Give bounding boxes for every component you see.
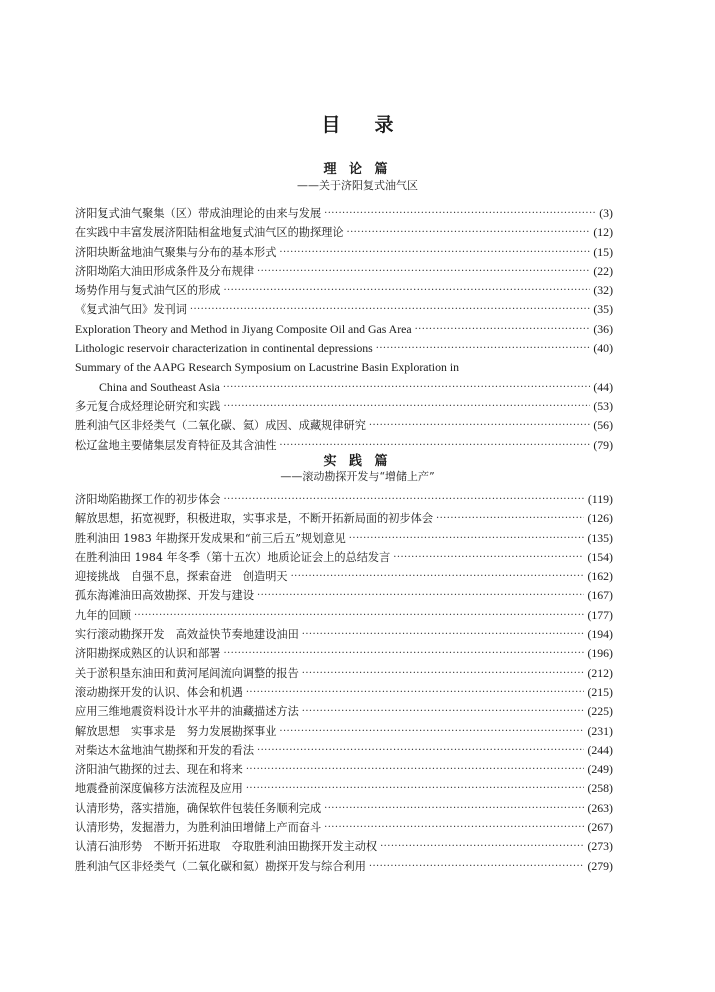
toc-entry-page: (44) bbox=[593, 379, 613, 394]
toc-entry-page: (154) bbox=[587, 549, 613, 564]
toc-entry-page: (12) bbox=[593, 225, 613, 240]
toc-entry-title: 济阳坳陷大油田形成条件及分布规律 bbox=[75, 264, 255, 278]
toc-entry[interactable] bbox=[75, 837, 613, 856]
toc-entry[interactable] bbox=[75, 644, 613, 663]
toc-entry[interactable] bbox=[75, 339, 613, 358]
toc-section-theory bbox=[75, 204, 613, 455]
dot-leader bbox=[324, 818, 584, 837]
toc-section-practice bbox=[75, 490, 613, 876]
dot-leader bbox=[347, 223, 591, 242]
toc-entry-title: 孤东海滩油田高效勘探、开发与建设 bbox=[75, 589, 255, 603]
dot-leader bbox=[349, 529, 585, 548]
toc-entry-page: (126) bbox=[587, 511, 613, 526]
toc-entry-page: (267) bbox=[587, 820, 613, 835]
dot-leader bbox=[302, 625, 585, 644]
dot-leader bbox=[246, 779, 585, 798]
toc-entry[interactable] bbox=[75, 722, 613, 741]
toc-entry-page: (119) bbox=[587, 492, 613, 506]
dot-leader bbox=[190, 300, 590, 319]
dot-leader bbox=[223, 378, 590, 397]
dot-leader bbox=[257, 262, 590, 281]
toc-entry-title: Exploration Theory and Method in Jiyang Composite Oil and Gas Area bbox=[75, 321, 412, 336]
toc-entry-page: (225) bbox=[587, 704, 613, 719]
toc-entry-title: 解放思想 实事求是 努力发展勘探事业 bbox=[75, 724, 277, 738]
toc-entry-page: (194) bbox=[587, 627, 613, 642]
toc-entry[interactable] bbox=[75, 683, 613, 702]
toc-entry-page: (279) bbox=[587, 858, 613, 873]
dot-leader bbox=[324, 204, 596, 223]
toc-entry-title: 实行滚动勘探开发 高效益快节奏地建设油田 bbox=[75, 628, 299, 642]
dot-leader bbox=[393, 548, 584, 567]
toc-entry-page: (212) bbox=[587, 665, 613, 680]
page-title: 目录 bbox=[321, 114, 428, 136]
toc-entry-page: (244) bbox=[587, 742, 613, 757]
dot-leader bbox=[279, 722, 584, 741]
dot-leader bbox=[279, 243, 590, 262]
toc-entry-page: (263) bbox=[587, 800, 613, 815]
toc-entry[interactable] bbox=[75, 857, 613, 876]
toc-entry-title: 认清形势，发掘潜力，为胜利油田增储上产而奋斗 bbox=[75, 821, 322, 835]
toc-entry-title: 胜利油气区非烃类气（二氧化碳和氦）勘探开发与综合利用 bbox=[75, 859, 366, 873]
toc-entry-title-continued: China and Southeast Asia bbox=[99, 379, 220, 394]
toc-entry-page: (258) bbox=[587, 781, 613, 796]
toc-entry-page: (56) bbox=[593, 418, 613, 433]
toc-entry-page: (249) bbox=[587, 762, 613, 777]
dot-leader bbox=[369, 416, 590, 435]
toc-entry-title: 胜利油田 1983 年勘探开发成果和“前三后五”规划意见 bbox=[75, 531, 346, 545]
dot-leader bbox=[257, 586, 584, 605]
toc-entry[interactable] bbox=[75, 204, 613, 223]
toc-entry-title: 在实践中丰富发展济阳陆相盆地复式油气区的勘探理论 bbox=[75, 226, 344, 240]
toc-entry-page: (36) bbox=[593, 321, 613, 336]
toc-entry[interactable] bbox=[75, 358, 613, 377]
part-title-practice: 实 践 篇 bbox=[323, 454, 392, 469]
toc-entry[interactable] bbox=[75, 779, 613, 798]
toc-entry-title: 九年的回顾 bbox=[75, 608, 131, 622]
toc-entry[interactable] bbox=[75, 262, 613, 281]
toc-entry-title: 《复式油气田》发刊词 bbox=[75, 303, 187, 317]
toc-entry[interactable] bbox=[75, 529, 613, 548]
toc-entry-title: 对柴达木盆地油气勘探和开发的看法 bbox=[75, 743, 255, 757]
toc-entry-title: 认清形势，落实措施，确保软件包装任务顺利完成 bbox=[75, 801, 322, 815]
toc-entry-page: (177) bbox=[587, 607, 613, 622]
toc-entry-title: 滚动勘探开发的认识、体会和机遇 bbox=[75, 685, 243, 699]
toc-entry-title: 济阳坳陷勘探工作的初步体会 bbox=[75, 493, 221, 506]
toc-entry[interactable] bbox=[75, 741, 613, 760]
dot-leader bbox=[134, 606, 584, 625]
toc-entry-title: 关于淤积垦东油田和黄河尾闾流向调整的报告 bbox=[75, 666, 299, 680]
toc-entry[interactable] bbox=[75, 397, 613, 416]
dot-leader bbox=[246, 683, 585, 702]
dot-leader bbox=[302, 702, 585, 721]
dot-leader bbox=[291, 567, 585, 586]
dot-leader bbox=[324, 799, 584, 818]
toc-entry-title: 济阳复式油气聚集（区）带成油理论的由来与发展 bbox=[75, 207, 322, 220]
toc-entry-page: (162) bbox=[587, 569, 613, 584]
toc-entry-title: 应用三维地震资料设计水平井的油藏描述方法 bbox=[75, 705, 299, 719]
toc-entry-title: Summary of the AAPG Research Symposium on Lacustrine Basin Exploration in bbox=[75, 360, 460, 375]
toc-entry-page: (22) bbox=[593, 263, 613, 278]
toc-entry-title: 多元复合成烃理论研究和实践 bbox=[75, 399, 221, 413]
toc-entry[interactable] bbox=[75, 548, 613, 567]
toc-entry[interactable] bbox=[75, 567, 613, 586]
dot-leader bbox=[223, 490, 584, 509]
toc-entry-title: 解放思想，拓宽视野，积极进取，实事求是，不断开拓新局面的初步体会 bbox=[75, 512, 434, 526]
dot-leader bbox=[257, 741, 584, 760]
toc-entry-page: (3) bbox=[599, 206, 613, 220]
toc-entry-title: 济阳勘探成熟区的认识和部署 bbox=[75, 647, 221, 661]
toc-entry-title: 松辽盆地主要储集层发育特征及其含油性 bbox=[75, 438, 277, 452]
toc-entry-title: Lithologic reservoir characterization in continental depressions bbox=[75, 341, 373, 356]
toc-entry[interactable] bbox=[75, 416, 613, 435]
toc-entry-title: 场势作用与复式油气区的形成 bbox=[75, 284, 221, 298]
toc-entry-page: (273) bbox=[587, 839, 613, 854]
dot-leader bbox=[223, 281, 590, 300]
toc-entry-page: (40) bbox=[593, 341, 613, 356]
toc-entry[interactable] bbox=[75, 664, 613, 683]
toc-entry-page: (231) bbox=[587, 723, 613, 738]
toc-entry-page: (15) bbox=[593, 244, 613, 259]
part-subtitle-theory: ——关于济阳复式油气区 bbox=[297, 179, 418, 192]
dot-leader bbox=[369, 857, 585, 876]
toc-entry[interactable] bbox=[75, 760, 613, 779]
toc-entry-page: (215) bbox=[587, 684, 613, 699]
toc-entry[interactable] bbox=[75, 300, 613, 319]
toc-entry-page: (167) bbox=[587, 588, 613, 603]
toc-entry-title: 济阳油气勘探的过去、现在和将来 bbox=[75, 763, 243, 777]
toc-entry[interactable] bbox=[75, 281, 613, 300]
toc-entry-title: 认清石油形势 不断开拓进取 夺取胜利油田勘探开发主动权 bbox=[75, 840, 378, 854]
toc-entry-page: (35) bbox=[593, 302, 613, 317]
dot-leader bbox=[436, 509, 584, 528]
toc-entry-title: 济阳块断盆地油气聚集与分布的基本形式 bbox=[75, 245, 277, 259]
toc-entry[interactable] bbox=[75, 702, 613, 721]
toc-entry[interactable] bbox=[75, 606, 613, 625]
toc-entry-title: 迎接挑战 自强不息，探索奋进 创造明天 bbox=[75, 570, 288, 584]
toc-entry[interactable] bbox=[75, 320, 613, 339]
part-subtitle-practice: ——滚动勘探开发与“增储上产” bbox=[280, 470, 435, 483]
toc-entry[interactable] bbox=[75, 509, 613, 528]
toc-entry-page: (53) bbox=[593, 398, 613, 413]
dot-leader bbox=[376, 339, 591, 358]
toc-entry-title: 在胜利油田 1984 年冬季（第十五次）地质论证会上的总结发言 bbox=[75, 550, 391, 564]
toc-entry-title: 地震叠前深度偏移方法流程及应用 bbox=[75, 782, 243, 796]
toc-entry-page: (79) bbox=[593, 437, 613, 452]
toc-entry[interactable] bbox=[75, 223, 613, 242]
dot-leader bbox=[223, 644, 584, 663]
toc-entry[interactable] bbox=[75, 586, 613, 605]
dot-leader bbox=[246, 760, 585, 779]
dot-leader bbox=[223, 397, 590, 416]
dot-leader bbox=[302, 664, 585, 683]
toc-entry[interactable] bbox=[75, 625, 613, 644]
toc-entry[interactable] bbox=[75, 818, 613, 837]
toc-entry[interactable] bbox=[75, 490, 613, 509]
dot-leader bbox=[415, 320, 591, 339]
toc-entry[interactable] bbox=[75, 243, 613, 262]
toc-entry-page: (196) bbox=[587, 646, 613, 661]
toc-entry-continuation[interactable] bbox=[75, 378, 613, 397]
part-title-theory: 理 论 篇 bbox=[323, 162, 392, 177]
dot-leader bbox=[380, 837, 584, 856]
toc-entry[interactable] bbox=[75, 799, 613, 818]
toc-entry-page: (32) bbox=[593, 283, 613, 298]
toc-entry-title: 胜利油气区非烃类气（二氧化碳、氦）成因、成藏规律研究 bbox=[75, 419, 366, 433]
toc-entry-page: (135) bbox=[587, 530, 613, 545]
